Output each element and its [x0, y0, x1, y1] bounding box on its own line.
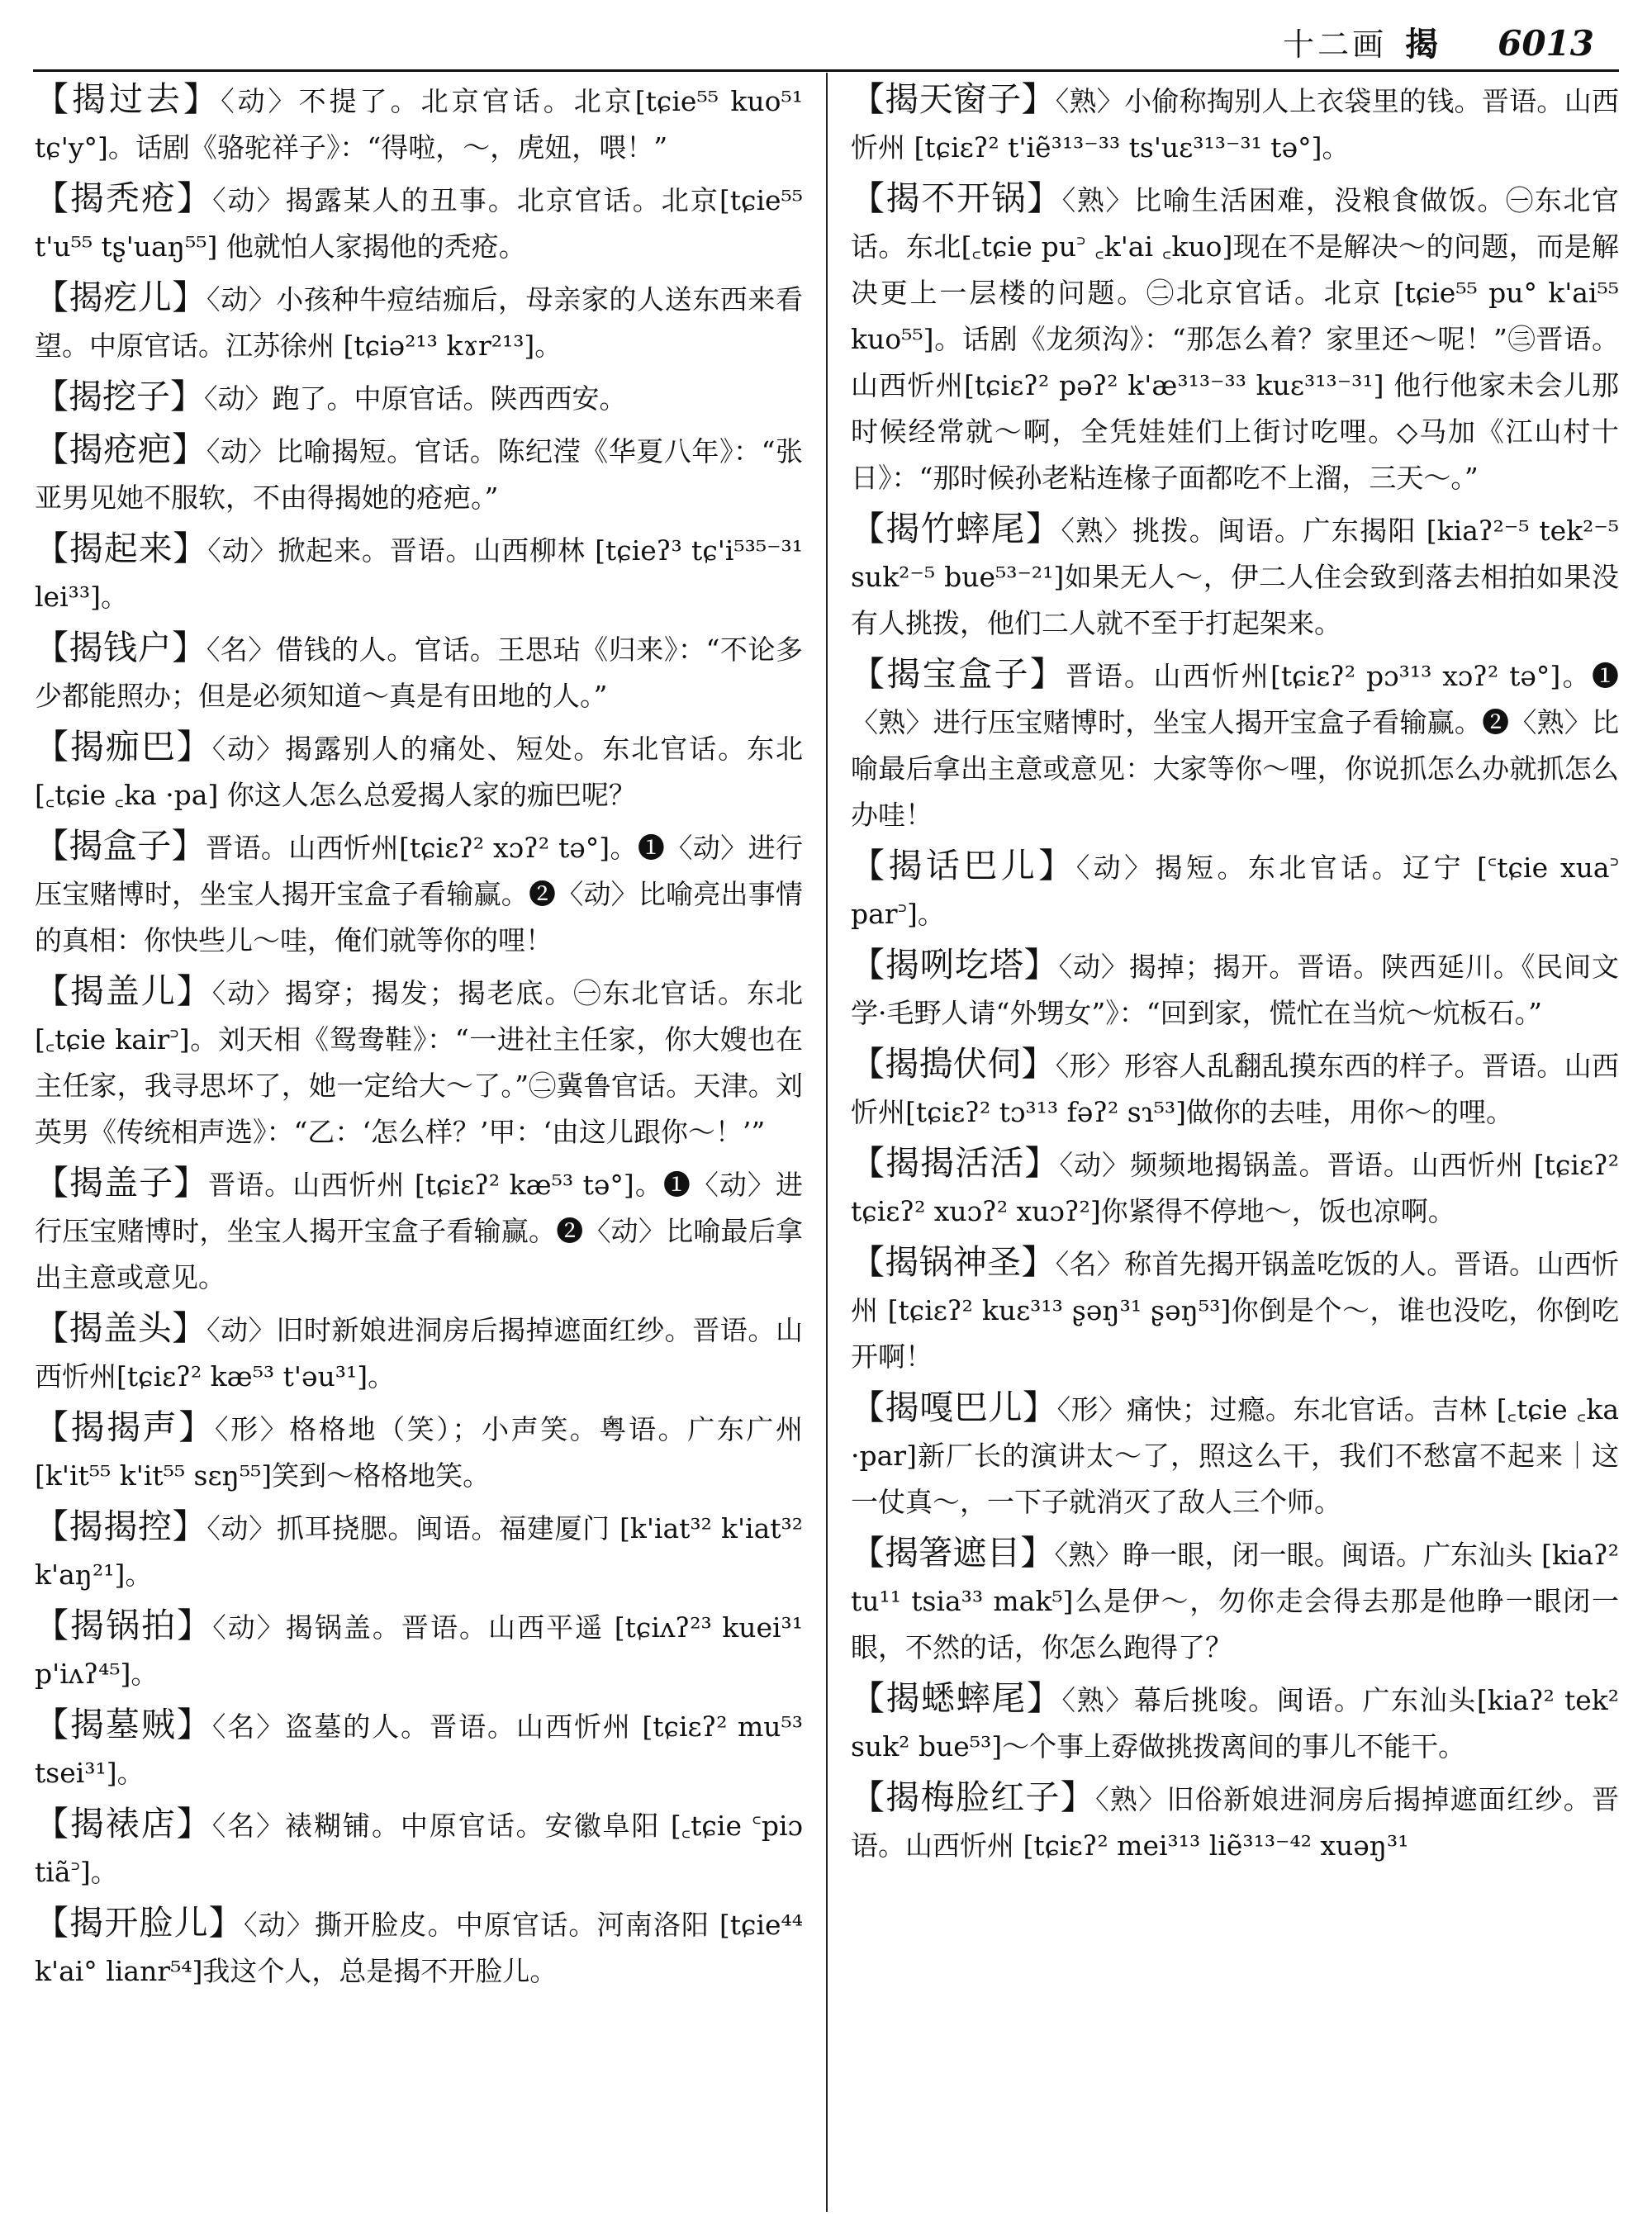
dictionary-entry — [35, 724, 803, 818]
dictionary-entry — [851, 651, 1619, 838]
dictionary-entry — [35, 1305, 803, 1400]
entry-definition: 〈动〉不提了。北京官话。北京[tɕie⁵⁵ kuo⁵¹ tɕ'y°]。话剧《骆驼祥子》：“得啦，～，虎妞，喂！” — [35, 85, 804, 164]
entry-headword: 【揭挖子】 — [35, 377, 204, 416]
right-column — [851, 76, 1619, 1873]
entry-definition: 〈名〉裱糊铺。中原官话。安徽阜阳 [꜀tɕie ꜂piɔ tiã꜄]。 — [35, 1810, 803, 1888]
entry-headword: 【揭蟋蟀尾】 — [851, 1678, 1062, 1718]
entry-headword: 【揭竹蟀尾】 — [851, 509, 1061, 548]
dictionary-entry — [35, 525, 803, 620]
dictionary-entry — [35, 823, 803, 964]
entry-definition: 晋语。山西忻州 [tɕiɛʔ² kæ⁵³ tə°]。❶〈动〉进行压宝赌博时，坐宝人揭开宝盒子看输赢。❷〈动〉比喻最后拿出主意或意见。 — [35, 1169, 804, 1293]
entry-definition: 〈熟〉旧俗新娘进洞房后揭掉遮面红纱。晋语。山西忻州 [tɕiɛʔ² mei³¹³ liẽ³¹³⁻⁴² xuəŋ³¹ — [851, 1783, 1620, 1862]
page-number: 6013 — [1498, 23, 1594, 64]
dictionary-entry — [851, 1140, 1619, 1235]
entry-headword: 【揭疮疤】 — [35, 429, 206, 469]
entry-definition: 〈动〉揭露某人的丑事。北京官话。北京[tɕie⁵⁵ t'u⁵⁵ tʂ'uaŋ⁵⁵] 他就怕人家揭他的秃疮。 — [35, 184, 803, 263]
entry-definition: 〈动〉频频地揭锅盖。晋语。山西忻州 [tɕiɛʔ² tɕiɛʔ² xuɔʔ² xuɔʔ²]你紧得不停地～，饭也凉啊。 — [851, 1149, 1619, 1227]
entry-definition: 〈动〉揭短。东北官话。辽宁 [꜂tɕie xua꜄ par꜄]。 — [851, 852, 1619, 930]
entry-headword: 【揭箸遮目】 — [851, 1533, 1055, 1573]
entry-definition: 〈形〉痛快；过瘾。东北官话。吉林 [꜀tɕie ꜀ka ·par]新厂长的演讲太～了，照这么干，我们不愁富不起来｜这一仗真～，一下子就消灭了敌人三个师。 — [851, 1393, 1619, 1518]
entry-headword: 【揭盖儿】 — [35, 971, 212, 1011]
header-rule — [33, 69, 1619, 72]
entry-headword: 【揭开脸儿】 — [35, 1903, 244, 1943]
entry-definition: 〈形〉格格地（笑）；小声笑。粤语。广东广州[k'it⁵⁵ k'it⁵⁵ sɛŋ⁵⁵]笑到～格格地笑。 — [35, 1413, 804, 1492]
entry-headword: 【揭裱店】 — [35, 1804, 212, 1843]
dictionary-entry — [35, 1900, 803, 1995]
dictionary-entry — [35, 274, 803, 369]
dictionary-entry — [851, 1239, 1619, 1380]
section-label: 十二画 — [1283, 26, 1388, 63]
dictionary-entry — [35, 1503, 803, 1598]
page-header — [1283, 18, 1594, 68]
entry-headword: 【揭痂巴】 — [35, 727, 212, 766]
entry-definition: 晋语。山西忻州[tɕiɛʔ² pɔ³¹³ xɔʔ² tə°]。❶〈熟〉进行压宝赌博时，坐宝人揭开宝盒子看输赢。❷〈熟〉比喻最后拿出主意或意见：大家等你～哩，你说抓怎么办就抓怎么办哇！ — [851, 660, 1620, 831]
dictionary-entry — [851, 76, 1619, 171]
entry-headword: 【揭盖子】 — [35, 1163, 209, 1203]
entry-definition: 〈动〉比喻揭短。官话。陈纪滢《华夏八年》：“张亚男见她不服软，不由得揭她的疮疤。” — [35, 435, 804, 514]
entry-headword: 【揭过去】 — [35, 79, 221, 119]
dictionary-entry — [851, 942, 1619, 1037]
entry-definition: 〈动〉掀起来。晋语。山西柳林 [tɕieʔ³ tɕ'i⁵³⁵⁻³¹ lei³³]。 — [35, 534, 803, 613]
entry-headword: 【揭话巴儿】 — [851, 846, 1076, 885]
entry-definition: 〈动〉揭掉；揭开。晋语。陕西延川。《民间文学·毛野人请“外甥女”》：“回到家，慌忙在当炕～炕板石。” — [851, 951, 1620, 1029]
entry-headword: 【揭秃疮】 — [35, 178, 213, 218]
dictionary-entry — [35, 968, 803, 1155]
entry-headword: 【揭锅神圣】 — [851, 1242, 1056, 1282]
entry-headword: 【揭疙儿】 — [35, 278, 206, 317]
entry-headword: 【揭宝盒子】 — [851, 654, 1066, 694]
entry-headword: 【揭盖头】 — [35, 1308, 206, 1348]
entry-headword: 【揭盒子】 — [35, 826, 206, 866]
dictionary-entry — [35, 175, 803, 270]
entry-headword: 【揭嘎巴儿】 — [851, 1388, 1057, 1427]
dictionary-entry — [35, 1160, 803, 1301]
section-character: 揭 — [1405, 25, 1439, 64]
dictionary-entry — [35, 426, 803, 521]
entry-definition: 〈动〉跑了。中原官话。陕西西安。 — [204, 382, 627, 415]
entry-headword: 【揭咧圪塔】 — [851, 945, 1059, 985]
dictionary-entry — [851, 175, 1619, 501]
entry-definition: 〈熟〉幕后挑唆。闽语。广东汕头[kiaʔ² tek² suk² bue⁵³]～个事上孬做挑拨离间的事儿不能干。 — [851, 1684, 1620, 1763]
entry-headword: 【揭锅拍】 — [35, 1606, 213, 1645]
entry-headword: 【揭墓贼】 — [35, 1705, 212, 1744]
dictionary-entry — [851, 1041, 1619, 1136]
dictionary-entry — [35, 1701, 803, 1796]
entry-headword: 【揭揭控】 — [35, 1506, 207, 1546]
entry-definition: 〈动〉揭锅盖。晋语。山西平遥 [tɕiʌʔ²³ kuei³¹ p'iʌʔ⁴⁵]。 — [35, 1611, 803, 1690]
dictionary-entry — [851, 842, 1619, 937]
entry-headword: 【揭梅脸红子】 — [851, 1777, 1096, 1817]
dictionary-entry — [851, 1530, 1619, 1671]
entry-headword: 【揭搗伏伺】 — [851, 1044, 1056, 1084]
dictionary-entry — [851, 1675, 1619, 1770]
entry-headword: 【揭不开锅】 — [851, 178, 1062, 218]
entry-definition: 〈熟〉睁一眼，闭一眼。闽语。广东汕头 [kiaʔ² tu¹¹ tsia³³ mak⁵]么是伊～，勿你走会得去那是他睁一眼闭一眼，不然的话，你怎么跑得了？ — [851, 1539, 1620, 1663]
entry-headword: 【揭揭声】 — [35, 1407, 215, 1447]
column-divider — [826, 73, 828, 2212]
entry-headword: 【揭天窗子】 — [851, 79, 1056, 119]
entry-definition: 〈动〉撕开脸皮。中原官话。河南洛阳 [tɕie⁴⁴ k'ai° lianr⁵⁴]我这个人，总是揭不开脸儿。 — [35, 1909, 804, 1987]
dictionary-entry — [35, 1602, 803, 1697]
entry-definition: 〈名〉称首先揭开锅盖吃饭的人。晋语。山西忻州 [tɕiɛʔ² kuɛ³¹³ ʂəŋ³¹ ʂəŋ⁵³]你倒是个～，谁也没吃，你倒吃开啊！ — [851, 1248, 1620, 1373]
entry-headword: 【揭起来】 — [35, 529, 208, 568]
entry-definition: 〈熟〉小偷称掏别人上衣袋里的钱。晋语。山西忻州 [tɕiɛʔ² t'iẽ³¹³⁻³³ ts'uɛ³¹³⁻³¹ tə°]。 — [851, 85, 1620, 164]
dictionary-entry — [851, 1384, 1619, 1525]
entry-definition: 〈熟〉比喻生活困难，没粮食做饭。㊀东北官话。东北[꜀tɕie pu꜄ ꜀k'ai ꜀kuo]现在不是解决～的问题，而是解决更上一层楼的问题。㊁北京官话。北京 [tɕie⁵⁵ pu° k'ai⁵⁵ kuo⁵⁵]。话剧《龙须沟》：“那怎么着？家里还～呢！”㊂晋语。山西忻州[tɕiɛʔ² pəʔ² k'æ³¹³⁻³³ kuɛ³¹³⁻³¹] 他行他家未会儿那时候经常就～啊，全凭娃娃们上街讨吃哩。◇马加《江山村十日》：“那时候孙老粘连椽子面都吃不上溜，三天～。” — [851, 184, 1620, 494]
entry-definition: 〈名〉盗墓的人。晋语。山西忻州 [tɕiɛʔ² mu⁵³ tsei³¹]。 — [35, 1710, 803, 1789]
entry-headword: 【揭钱户】 — [35, 628, 206, 667]
entry-definition: 〈熟〉挑拨。闽语。广东揭阳 [kiaʔ²⁻⁵ tek²⁻⁵ suk²⁻⁵ bue⁵³⁻²¹]如果无人～，伊二人住会致到落去相拍如果没有人挑拨，他们二人就不至于打起架来。 — [851, 515, 1620, 639]
entry-definition: 〈动〉揭穿；揭发；揭老底。㊀东北官话。东北 [꜀tɕie kair꜄]。刘天相《鸳鸯鞋》：“一进社主任家，你大嫂也在主任家，我寻思坏了，她一定给大～了。”㊁冀鲁官话。天津。刘英男《传统相声选》：“乙：‘怎么样？’甲：‘由这儿跟你～！’” — [35, 977, 804, 1148]
entry-headword: 【揭揭活活】 — [851, 1143, 1060, 1183]
dictionary-entry — [35, 373, 803, 422]
entry-definition: 晋语。山西忻州[tɕiɛʔ² xɔʔ² tə°]。❶〈动〉进行压宝赌博时，坐宝人揭开宝盒子看输赢。❷〈动〉比喻亮出事情的真相：你快些儿～哇，俺们就等你的哩！ — [35, 832, 803, 956]
entry-definition: 〈动〉小孩种牛痘结痂后，母亲家的人送东西来看望。中原官话。江苏徐州 [tɕiə²¹³ kɤr²¹³]。 — [35, 283, 804, 362]
dictionary-entry — [35, 624, 803, 719]
entry-definition: 〈动〉揭露别人的痛处、短处。东北官话。东北[꜀tɕie ꜀ka ·pa] 你这人怎么总爱揭人家的痂巴呢？ — [35, 733, 804, 811]
dictionary-entry — [35, 76, 803, 171]
entry-definition: 〈动〉抓耳挠腮。闽语。福建厦门 [k'iat³² k'iat³² k'aŋ²¹]。 — [35, 1512, 804, 1591]
entry-definition: 〈名〉借钱的人。官话。王思玷《归来》：“不论多少都能照办；但是必须知道～真是有田地的人。” — [35, 633, 804, 712]
entry-definition: 〈动〉旧时新娘进洞房后揭掉遮面红纱。晋语。山西忻州[tɕiɛʔ² kæ⁵³ t'əu³¹]。 — [35, 1314, 804, 1393]
dictionary-entry — [851, 1774, 1619, 1869]
dictionary-entry — [35, 1404, 803, 1499]
entry-definition: 〈形〉形容人乱翻乱摸东西的样子。晋语。山西忻州[tɕiɛʔ² tɔ³¹³ fəʔ² sɿ⁵³]做你的去哇，用你～的哩。 — [851, 1050, 1620, 1128]
dictionary-entry — [35, 1801, 803, 1896]
dictionary-entry — [851, 505, 1619, 647]
left-column — [35, 76, 803, 1999]
